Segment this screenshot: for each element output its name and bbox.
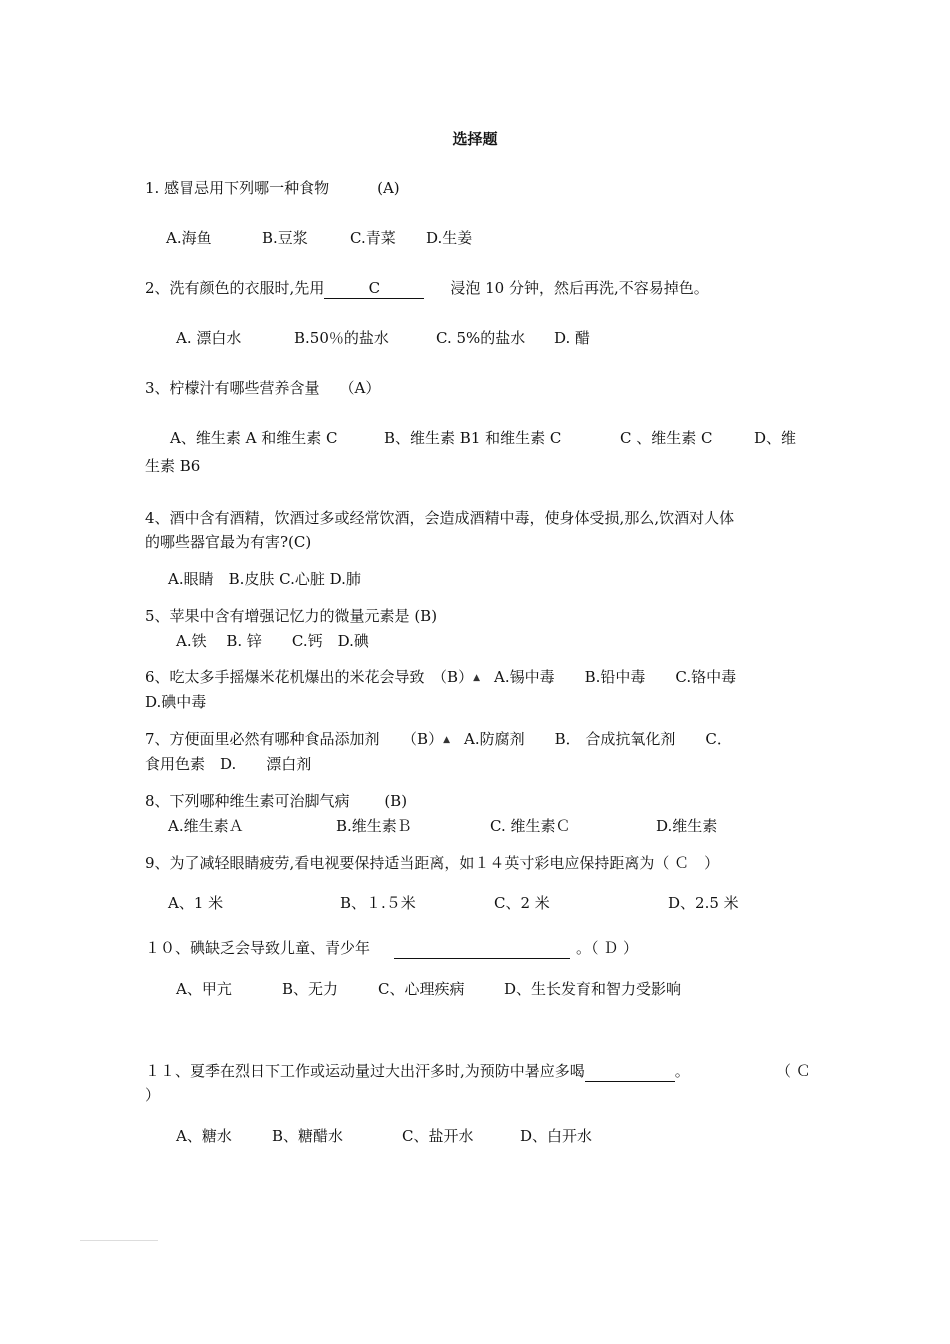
page-title: 选择题 [452, 130, 498, 148]
question-2-pre: 2、洗有颜色的衣服时,先用 [145, 279, 325, 297]
question-11-post: 。 [674, 1062, 690, 1080]
question-10 [145, 938, 638, 959]
question-6-mark: ▲ [473, 673, 480, 683]
q5-options: A.铁 B. 锌 C.钙 D.碘 [176, 632, 369, 650]
q9-option-a: A、1 米 [168, 894, 224, 912]
q10-option-c: C、心理疾病 [378, 980, 465, 998]
question-10-pre: １０、碘缺乏会导致儿童、青少年 [145, 939, 371, 957]
q3-option-c: C 、维生素 C [620, 429, 713, 447]
q10-option-d: D、生长发育和智力受影响 [504, 980, 682, 998]
q2-option-c: C. 5%的盐水 [436, 329, 526, 347]
q2-option-a: A. 漂白水 [176, 329, 242, 347]
question-4-line-2: 的哪些器官最为有害?(C) [145, 533, 312, 551]
q2-option-d: D. 醋 [554, 329, 591, 347]
q1-option-b: B.豆浆 [262, 229, 308, 247]
question-3-answer: （A） [339, 379, 381, 397]
question-11-answer-wrap: ） [145, 1086, 161, 1104]
q1-option-d: D.生姜 [426, 229, 473, 247]
question-5: 5、苹果中含有增强记忆力的微量元素是 (B) [145, 607, 438, 625]
q9-option-c: C、2 米 [494, 894, 550, 912]
q2-option-b: B.50％的盐水 [294, 329, 389, 347]
question-11 [145, 1061, 690, 1082]
question-11-pre: １１、夏季在烈日下工作或运动量过大出汗多时,为预防中暑应多喝 [145, 1062, 585, 1080]
q3-option-a: A、维生素 A 和维生素 C [170, 429, 338, 447]
question-2-blank: C [324, 278, 424, 299]
q7-option-wrap: 食用色素 D. 漂白剂 [145, 755, 312, 773]
q11-option-c: C、盐开水 [402, 1127, 474, 1145]
question-10-post: 。（ Ｄ ） [576, 939, 639, 957]
question-3 [145, 378, 380, 398]
q8-option-a: A.维生素Ａ [168, 817, 244, 835]
q11-option-a: A、糖水 [176, 1127, 232, 1145]
q9-option-d: D、2.5 米 [668, 894, 739, 912]
question-6-options: A.锡中毒 B.铅中毒 C.铬中毒 [494, 668, 737, 686]
q8-option-c: C. 维生素Ｃ [490, 817, 571, 835]
footer-rule [80, 1240, 158, 1241]
question-2-post: 浸泡 10 分钟，然后再洗,不容易掉色。 [450, 279, 709, 297]
q1-option-c: C.青菜 [350, 229, 396, 247]
question-7-options: A.防腐剂 B． 合成抗氧化剂 C． [464, 730, 732, 748]
question-6 [145, 667, 736, 688]
q3-option-d: D、维 [754, 429, 797, 447]
q10-option-b: B、无力 [282, 980, 339, 998]
q6-option-d-wrap: D.碘中毒 [145, 693, 207, 711]
question-1-answer: (A) [377, 179, 400, 197]
question-11-blank [585, 1061, 675, 1082]
question-10-blank [394, 938, 570, 959]
q11-option-b: B、糖醋水 [272, 1127, 344, 1145]
question-2 [145, 278, 709, 299]
q8-option-b: B.维生素Ｂ [336, 817, 412, 835]
question-11-answer: （ Ｃ [776, 1062, 811, 1080]
q4-options: A.眼睛 B.皮肤 C.心脏 D.肺 [168, 570, 361, 588]
question-8: 8、下列哪种维生素可治脚气病 (B) [145, 792, 408, 810]
question-3-text: 3、柠檬汁有哪些营养含量 [145, 379, 320, 397]
question-7-text: 7、方便面里必然有哪种食品添加剂 （B） [145, 730, 444, 748]
question-9: 9、为了减轻眼睛疲劳,看电视要保持适当距离，如１４英寸彩电应保持距离为（ Ｃ ） [145, 854, 720, 872]
q3-option-d-wrap: 生素 B6 [145, 457, 201, 475]
question-1-text: 1. 感冒忌用下列哪一种食物 [145, 179, 330, 197]
q11-option-d: D、白开水 [520, 1127, 593, 1145]
question-1 [145, 178, 400, 198]
q1-option-a: A.海鱼 [166, 229, 212, 247]
question-7-mark: ▲ [443, 735, 450, 745]
q10-option-a: A、甲亢 [176, 980, 232, 998]
question-4-line-1: 4、酒中含有酒精，饮酒过多或经常饮酒，会造成酒精中毒，使身体受损,那么,饮酒对人体 [145, 509, 735, 527]
q3-option-b: B、维生素 B1 和维生素 C [384, 429, 562, 447]
question-6-text: 6、吃太多手摇爆米花机爆出的米花会导致 （B） [145, 668, 474, 686]
q9-option-b: B、１.５米 [340, 894, 416, 912]
question-7 [145, 729, 732, 750]
q8-option-d: D.维生素 [656, 817, 718, 835]
